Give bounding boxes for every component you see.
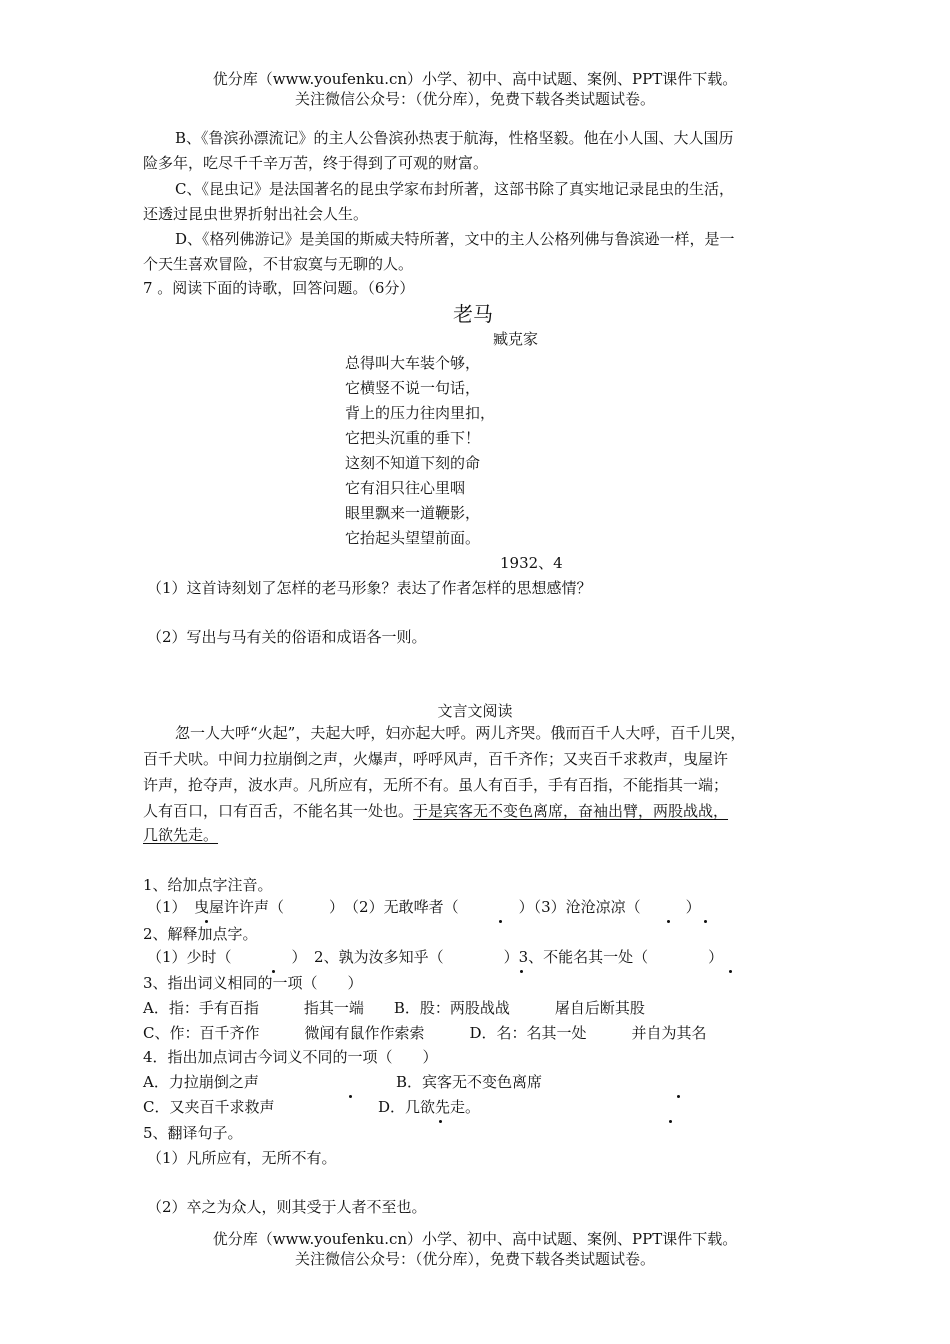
classical-passage-line-2: 百千犬吠。中间力拉崩倒之声，火爆声，呼呼风声，百千齐作；又夹百千求救声，曳屋许	[143, 750, 729, 768]
question-2-items: （1）少时（ ） 2、孰为汝多知乎（ ）3、不能名其一处（ ）	[147, 948, 724, 966]
question-4-option-a: A．力拉崩倒之声	[143, 1073, 259, 1091]
emphasis-dot	[265, 954, 281, 968]
option-c-line-2: 还透过昆虫世界折射出社会人生。	[143, 205, 369, 223]
classical-title: 文言文阅读	[437, 702, 513, 720]
header-line-1: 优分库（www.youfenku.cn）小学、初中、高中试题、案例、PPT课件下载。	[212, 70, 738, 88]
poem-line: 它抬起头望望前面。	[345, 529, 481, 547]
poem-line: 总得叫大车装个够，	[345, 354, 481, 372]
poem-line: 这刻不知道下刻的命	[345, 454, 481, 472]
emphasis-dot	[342, 1079, 358, 1093]
emphasis-dot	[661, 904, 677, 918]
question-3: 3、指出词义相同的一项（ ）	[143, 974, 363, 992]
passage-text: 人有百口，口有百舌，不能名其一处也。	[143, 802, 414, 820]
underlined-sentence: 于是宾客无不变色离席，奋袖出臂，两股战战，	[413, 802, 729, 820]
q7-stem: 7 。阅读下面的诗歌，回答问题。（6分）	[143, 279, 415, 297]
option-b-line-2: 险多年，吃尽千千辛万苦，终于得到了可观的财富。	[143, 154, 489, 172]
emphasis-dot	[432, 1104, 448, 1118]
q7-subquestion-1: （1）这首诗刻划了怎样的老马形象？表达了作者怎样的思想感情？	[147, 579, 592, 597]
option-c-line-1: C、《昆虫记》是法国著名的昆虫学家布封所著，这部书除了真实地记录昆虫的生活，	[175, 180, 734, 198]
question-2: 2、解释加点字。	[143, 925, 258, 943]
question-4: 4．指出加点词古今词义不同的一项（ ）	[143, 1048, 438, 1066]
q7-subquestion-2: （2）写出与马有关的俗语和成语各一则。	[147, 628, 427, 646]
emphasis-dot	[198, 904, 214, 918]
poem-line: 它横竖不说一句话，	[345, 379, 481, 397]
question-5-item-2: （2）卒之为众人，则其受于人者不至也。	[147, 1198, 427, 1216]
poem-line: 它把头沉重的垂下！	[345, 429, 481, 447]
option-d-line-1: D、《格列佛游记》是美国的斯威夫特所著，文中的主人公格列佛与鲁滨逊一样，是一	[175, 230, 735, 248]
classical-passage-line-5: 几欲先走。	[143, 826, 219, 844]
emphasis-dot	[493, 904, 509, 918]
footer-line-1: 优分库（www.youfenku.cn）小学、初中、高中试题、案例、PPT课件下载。	[212, 1230, 738, 1248]
emphasis-dot	[663, 1104, 679, 1118]
question-3-options-ab: A．指：手有百指 指其一端 B．股：两股战战 屠自后断其股	[143, 999, 645, 1017]
poem-line: 眼里飘来一道鞭影，	[345, 504, 481, 522]
poem-author: 臧克家	[493, 330, 539, 348]
emphasis-dot	[723, 954, 739, 968]
footer-line-2: 关注微信公众号：（优分库），免费下载各类试题试卷。	[294, 1250, 655, 1268]
question-5-item-1: （1）凡所应有，无所不有。	[147, 1149, 337, 1167]
poem-title: 老马	[453, 302, 493, 326]
question-1: 1、给加点字注音。	[143, 876, 273, 894]
emphasis-dot	[697, 904, 713, 918]
option-d-line-2: 个天生喜欢冒险，不甘寂寞与无聊的人。	[143, 255, 414, 273]
question-4-option-d: D．几欲先走。	[378, 1098, 481, 1116]
poem-line: 它有泪只往心里咽	[345, 479, 466, 497]
classical-passage-line-3: 许声，抢夺声，波水声。凡所应有，无所不有。虽人有百手，手有百指，不能指其一端；	[143, 776, 729, 794]
question-4-option-b: B．宾客无不变色离席	[396, 1073, 543, 1091]
poem-line: 背上的压力往肉里扣，	[345, 404, 496, 422]
emphasis-dot	[514, 954, 530, 968]
classical-passage-line-1: 忽一人大呼“火起”，夫起大呼，妇亦起大呼。两儿齐哭。俄而百千人大呼，百千儿哭，	[175, 724, 746, 742]
question-5: 5、翻译句子。	[143, 1124, 243, 1142]
question-3-options-cd: C、作：百千齐作 微闻有鼠作作索索 D．名：名其一处 并自为其名	[143, 1024, 707, 1042]
classical-passage-line-4	[143, 800, 728, 822]
question-1-items: （1） 曳屋许许声（ ） （2）无敢哗者（ ）（3）沧沧凉凉（ ）	[147, 898, 701, 916]
option-b-line-1: B、《鲁滨孙漂流记》的主人公鲁滨孙热衷于航海，性格坚毅。他在小人国、大人国历	[175, 129, 734, 147]
question-4-option-c: C．又夹百千求救声	[143, 1098, 275, 1116]
poem-date: 1932、4	[500, 554, 563, 572]
emphasis-dot	[670, 1079, 686, 1093]
header-line-2: 关注微信公众号：（优分库），免费下载各类试题试卷。	[294, 90, 655, 108]
